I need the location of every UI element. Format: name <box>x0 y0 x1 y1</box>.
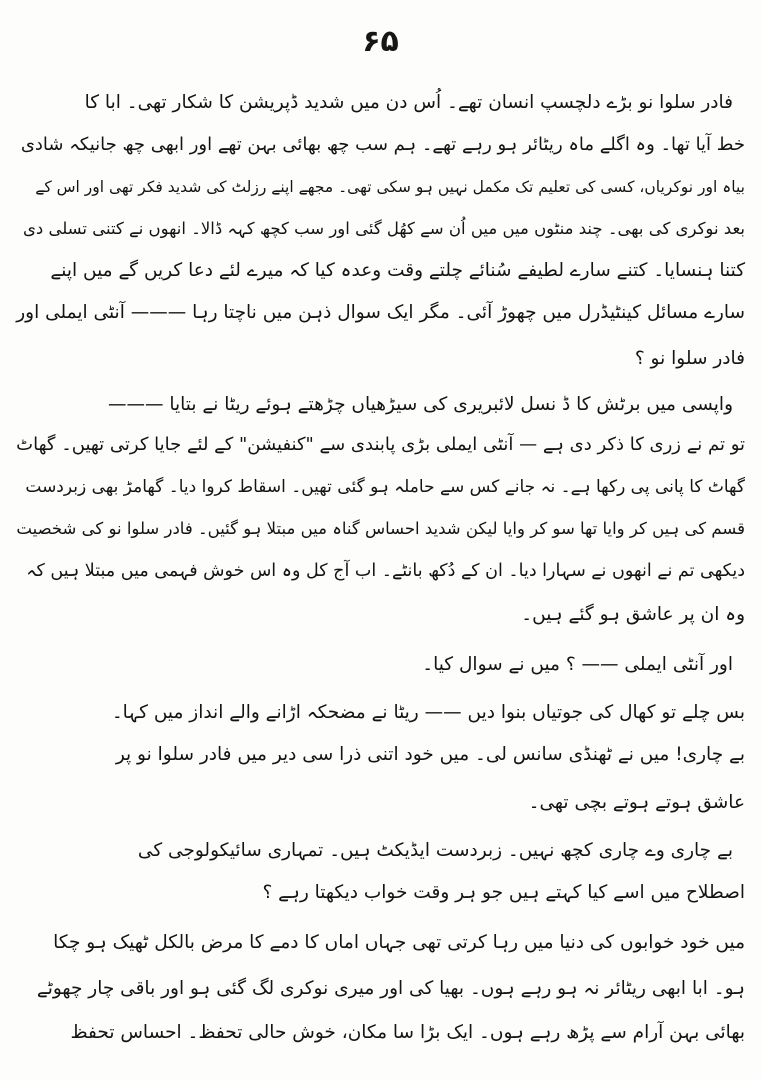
text-line: اصطلاح میں اسے کیا کہتے ہیں جو ہر وقت خواب دیکھتا رہے ؟ <box>262 882 745 903</box>
text-line: میں خود خوابوں کی دنیا میں رہا کرتی تھی جہاں اماں کا دمے کا مرض بالکل ٹھیک ہو چکا <box>53 932 745 953</box>
text-line: اور آنٹی ایملی —— ؟ میں نے سوال کیا۔ <box>422 654 733 675</box>
text-line: گھاٹ کا پانی پی رکھا ہے۔ نہ جانے کس سے حاملہ ہو گئی تھیں۔ اسقاط کروا دیا۔ گھامڑ بھی زبردست <box>25 477 745 497</box>
text-line: سارے مسائل کینٹیڈرل میں چھوڑ آئی۔ مگر ایک سوال ذہن میں ناچتا رہا ——— آنٹی ایملی اور <box>16 302 745 323</box>
text-line: کتنا ہنسایا۔ کتنے سارے لطیفے سُنائے چلتے وقت وعدہ کیا کہ میرے لئے دعا کریں گے میں اپنے <box>50 260 745 281</box>
text-line: ہو۔ ابا ابھی ریٹائر نہ ہو رہے ہوں۔ بھیا کی اور میری نوکری لگ گئی ہو اور باقی چار چھوٹے <box>36 978 745 999</box>
text-line: دیکھی تم نے انھوں نے سہارا دیا۔ ان کے دُکھ بانٹے۔ اب آج کل وہ اس خوش فہمی میں مبتلا ہیں کہ <box>26 561 745 581</box>
text-line: بعد نوکری کی بھی۔ چند منٹوں میں میں اُن سے کھُل گئی اور سب کچھ کہہ ڈالا۔ انھوں نے کتنی تسلی دی <box>22 219 745 238</box>
text-line: قسم کی ہیں کر وایا تھا سو کر وایا لیکن شدید احساس گناہ میں مبتلا ہو گئیں۔ فادر سلوا نو کی شخصیت <box>16 519 745 538</box>
text-line: بھائی بہن آرام سے پڑھ رہے ہوں۔ ایک بڑا سا مکان، خوش حالی تحفظ۔ احساس تحفظ <box>70 1022 745 1043</box>
text-line: بے چاری! میں نے ٹھنڈی سانس لی۔ میں خود اتنی ذرا سی دیر میں فادر سلوا نو پر <box>115 744 745 765</box>
text-line: تو تم نے زری کا ذکر دی ہے — آنٹی ایملی بڑی پابندی سے "کنفیشن" کے لئے جایا کرتی تھیں۔ گھاٹ <box>16 434 745 455</box>
text-line: واپسی میں برٹش کا ڈ نسل لائبریری کی سیڑھیاں چڑھتے ہوئے ریٹا نے بتایا ——— <box>107 394 733 415</box>
text-line: فادر سلوا نو بڑے دلچسپ انسان تھے۔ اُس دن میں شدید ڈپریشن کا شکار تھی۔ ابا کا <box>84 92 733 113</box>
text-line: بیاہ اور نوکریاں، کسی کی تعلیم تک مکمل نہیں ہو سکی تھی۔ مجھے اپنے رزلٹ کی شدید فکر تھی اور اس کے <box>35 178 745 196</box>
text-line: فادر سلوا نو ؟ <box>634 348 745 369</box>
text-line: عاشق ہوتے ہوتے بچی تھی۔ <box>528 792 745 813</box>
text-line: بے چاری وے چاری کچھ نہیں۔ زبردست ایڈیکٹ ہیں۔ تمہاری سائیکولوجی کی <box>137 840 733 861</box>
text-line: وہ ان پر عاشق ہو گئے ہیں۔ <box>521 604 745 625</box>
page-number: ۶۵ <box>362 24 399 59</box>
text-line: بس چلے تو کھال کی جوتیاں بنوا دیں —— ریٹا نے مضحکہ اڑانے والے انداز میں کہا۔ <box>111 702 745 723</box>
text-line: خط آیا تھا۔ وہ اگلے ماہ ریٹائر ہو رہے تھے۔ ہم سب چھ بھائی بہن تھے اور ابھی چھ جانیکہ شادی <box>20 134 745 155</box>
